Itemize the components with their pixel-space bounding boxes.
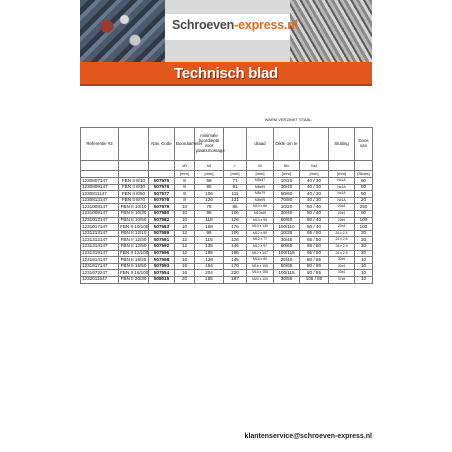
cell-fix-thickness: 50/65 bbox=[274, 263, 300, 270]
cell-washer: 30x4 bbox=[329, 263, 355, 270]
header-row-1-cell bbox=[300, 128, 329, 161]
cell-box-qty: 50 bbox=[355, 178, 373, 185]
cell-washer: Nx1A bbox=[329, 197, 355, 204]
header-row-3-cell: [mm] bbox=[224, 171, 247, 178]
cell-drill-depth: 204 bbox=[195, 270, 224, 277]
cell-thread: M8x99 bbox=[247, 197, 274, 204]
cell-drill-depth: 96 bbox=[195, 230, 224, 237]
table-row bbox=[81, 263, 373, 270]
header-row-3-cell: [mm] bbox=[175, 171, 195, 178]
cell-washer: 20x4 bbox=[329, 217, 355, 224]
cell-drill-diameter: 8 bbox=[175, 178, 195, 185]
cell-type: FBN II 10/30 bbox=[119, 210, 149, 217]
cell-washer: 30x4 bbox=[329, 257, 355, 264]
cell-art-number: 1231008147 bbox=[81, 210, 119, 217]
cell-type: FBN II 16/100 bbox=[120, 269, 149, 275]
header-row-1-cell: Sluiting bbox=[329, 128, 355, 161]
cell-washer: 24 x 2.5 bbox=[329, 237, 355, 244]
header-row-2-cell bbox=[355, 161, 373, 171]
cell-art-number: 1231672247 bbox=[81, 270, 119, 277]
cell-box-qty: 50 bbox=[355, 210, 373, 217]
cell-box-qty: 20 bbox=[355, 243, 373, 250]
cell-box-qty: 20 bbox=[355, 250, 373, 257]
cell-box-qty: 100 bbox=[355, 217, 373, 224]
header-row-1-cell bbox=[224, 128, 247, 161]
cell-type: FBN II 20/30 bbox=[119, 276, 149, 283]
cell-box-qty: 10 bbox=[355, 263, 373, 270]
cell-drill-depth: 154 bbox=[195, 263, 224, 270]
cell-nav-code: 507598 bbox=[149, 257, 175, 264]
cell-drill-diameter: 8 bbox=[175, 191, 195, 198]
cell-length: 220 bbox=[224, 270, 247, 277]
cell-type: FBN II 16/50 bbox=[119, 263, 149, 270]
table-row bbox=[81, 237, 373, 244]
cell-fix-thickness: 30/55 bbox=[274, 276, 300, 283]
cell-drill-diameter: 12 bbox=[175, 250, 195, 257]
cell-washer: 20x4 bbox=[329, 224, 355, 231]
cell-hef: 50 / 40 bbox=[300, 217, 329, 224]
cell-nav-code: 507554 bbox=[149, 270, 175, 277]
cell-washer: 30x4 bbox=[329, 270, 355, 277]
cell-length: 106 bbox=[224, 230, 247, 237]
cell-length: 126 bbox=[224, 217, 247, 224]
cell-nav-code: 507579 bbox=[149, 204, 175, 211]
brand-logo bbox=[172, 18, 298, 32]
cell-hef: 105 / 80 bbox=[300, 276, 329, 283]
cell-art-number: 1232011647 bbox=[81, 276, 119, 283]
cell-art-number: 1231614147 bbox=[81, 257, 119, 264]
cell-drill-depth: 76 bbox=[195, 204, 224, 211]
cell-nav-code: 507596 bbox=[149, 250, 175, 257]
cell-drill-depth: 68 bbox=[195, 178, 224, 185]
cell-hef: 40 / 30 bbox=[300, 178, 329, 185]
header-row-1-cell: Doos van bbox=[355, 128, 373, 161]
header-row-2-cell: tfix bbox=[274, 161, 300, 171]
cell-art-number: 1231319147 bbox=[81, 250, 119, 257]
table-row bbox=[81, 230, 373, 237]
table-row bbox=[81, 243, 373, 250]
cell-length: 145 bbox=[224, 257, 247, 264]
cell-drill-diameter: 16 bbox=[175, 270, 195, 277]
cell-nav-code: 507582 bbox=[149, 217, 175, 224]
cell-fix-thickness: 10/25 bbox=[274, 230, 300, 237]
title-bar bbox=[80, 62, 372, 86]
cell-type: FBN II 8/10 bbox=[119, 178, 149, 185]
cell-drill-depth: 168 bbox=[195, 224, 224, 231]
cell-thread: M10 x 95 bbox=[247, 217, 274, 224]
cell-thread: M8x37 bbox=[247, 178, 274, 185]
cell-drill-diameter: 8 bbox=[175, 184, 195, 191]
cell-hef: 80 / 65 bbox=[300, 270, 329, 277]
header-row-2 bbox=[81, 161, 373, 171]
header-row-1-cell: Dikte om te bbox=[274, 128, 300, 161]
cell-art-number: 1230807147 bbox=[81, 178, 119, 185]
cell-drill-depth: 106 bbox=[195, 191, 224, 198]
cell-nav-code: 508015 bbox=[149, 276, 175, 283]
cell-art-number: 1231314147 bbox=[81, 243, 119, 250]
table-head bbox=[81, 128, 373, 178]
cell-thread: M12 x 77 bbox=[247, 237, 274, 244]
page-title: Technisch blad bbox=[174, 65, 278, 82]
cell-fix-thickness: 25/40 bbox=[274, 257, 300, 264]
brand-accent: -express.nl bbox=[234, 18, 298, 32]
cell-nav-code: 507577 bbox=[149, 191, 175, 198]
cell-art-number: 1230809147 bbox=[81, 184, 119, 191]
cell-thread: M16 x 155 bbox=[247, 270, 274, 277]
cell-length: 106 bbox=[224, 210, 247, 217]
cell-fix-thickness: 10/20 bbox=[274, 204, 300, 211]
cell-thread: M10x65 bbox=[247, 210, 274, 217]
cell-length: 176 bbox=[224, 224, 247, 231]
cell-box-qty: 10 bbox=[355, 276, 373, 283]
cell-fix-thickness: 30/45 bbox=[274, 237, 300, 244]
cell-nav-code: 507576 bbox=[149, 184, 175, 191]
cell-hef: 40 / 30 bbox=[300, 197, 329, 204]
cell-hef: 65 / 50 bbox=[300, 243, 329, 250]
header-row-3-cell bbox=[119, 171, 149, 178]
cell-drill-depth: 128 bbox=[195, 257, 224, 264]
header-banner bbox=[80, 0, 372, 62]
header-row-2-cell bbox=[149, 161, 175, 171]
cell-hef: 65 / 50 bbox=[300, 250, 329, 257]
cell-type: FBN II 12/10 bbox=[119, 230, 149, 237]
cell-washer: 20x4 bbox=[329, 204, 355, 211]
cell-hef: 50 / 40 bbox=[300, 204, 329, 211]
cell-nav-code: 507578 bbox=[149, 197, 175, 204]
cell-length: 131 bbox=[224, 197, 247, 204]
cell-box-qty: 250 bbox=[355, 204, 373, 211]
cell-washer: 37x5 bbox=[329, 276, 355, 283]
cell-drill-diameter: 10 bbox=[175, 210, 195, 217]
header-row-3 bbox=[81, 171, 373, 178]
cell-hef: 80 / 65 bbox=[300, 263, 329, 270]
cell-nav-code: 507580 bbox=[149, 210, 175, 217]
cell-type: FBN II 8/50 bbox=[119, 191, 149, 198]
header-row-2-cell: l bbox=[224, 161, 247, 171]
cell-drill-diameter: 10 bbox=[175, 204, 195, 211]
header-row-3-cell: [mm] bbox=[300, 171, 329, 178]
cell-drill-depth: 135 bbox=[195, 243, 224, 250]
cell-length: 111 bbox=[224, 191, 247, 198]
table-row bbox=[81, 276, 373, 283]
cell-drill-diameter: 16 bbox=[175, 263, 195, 270]
cell-type: FBN II 12/30 bbox=[119, 237, 149, 244]
cell-box-qty: 10 bbox=[355, 270, 373, 277]
cell-washer: Nx1A bbox=[329, 191, 355, 198]
header-row-2-cell bbox=[329, 161, 355, 171]
cell-drill-diameter: 16 bbox=[175, 257, 195, 264]
cell-nav-code: 507575 bbox=[149, 178, 175, 185]
cell-fix-thickness: 30/40 bbox=[274, 210, 300, 217]
tools-photo bbox=[80, 0, 165, 62]
header-row-3-cell bbox=[81, 171, 119, 178]
cell-art-number: 1231012147 bbox=[81, 217, 119, 224]
table-row bbox=[81, 184, 373, 191]
table-row bbox=[81, 210, 373, 217]
cell-hef: 80 / 65 bbox=[300, 257, 329, 264]
cell-washer: 24 x 2.5 bbox=[329, 243, 355, 250]
header-row-1-cell: Nav. Code bbox=[149, 128, 175, 161]
header-row-2-cell: hef bbox=[300, 161, 329, 171]
cell-drill-diameter: 20 bbox=[175, 276, 195, 283]
cell-hef: 65 / 50 bbox=[300, 230, 329, 237]
cell-fix-thickness: 50/60 bbox=[274, 191, 300, 198]
table-row bbox=[81, 250, 373, 257]
cell-hef: 50 / 40 bbox=[300, 224, 329, 231]
cell-thread: M8x59 bbox=[247, 184, 274, 191]
material-subtitle: WARM VERZINKT STAAL bbox=[264, 117, 312, 122]
cell-thread: M8x79 bbox=[247, 191, 274, 198]
cell-hef: 50 / 40 bbox=[300, 210, 329, 217]
cell-washer: Nx1A bbox=[329, 184, 355, 191]
cell-fix-thickness: 100/110 bbox=[274, 224, 300, 231]
cell-box-qty: 50 bbox=[355, 184, 373, 191]
table-row bbox=[81, 224, 373, 231]
cell-fix-thickness: 50/60 bbox=[274, 217, 300, 224]
cell-nav-code: 507593 bbox=[149, 263, 175, 270]
cell-thread: M12 x 50 bbox=[247, 230, 274, 237]
cell-drill-depth: 98 bbox=[195, 210, 224, 217]
cell-drill-depth: 126 bbox=[195, 197, 224, 204]
cell-box-qty: 20 bbox=[355, 230, 373, 237]
cell-box-qty: 100 bbox=[355, 224, 373, 231]
cell-hef: 65 / 50 bbox=[300, 237, 329, 244]
table-row bbox=[81, 178, 373, 185]
cell-drill-depth: 115 bbox=[195, 237, 224, 244]
cell-type: FBN II 12/100 bbox=[120, 250, 149, 256]
header-row-3-cell: [mm] bbox=[274, 171, 300, 178]
cell-fix-thickness: 50/65 bbox=[274, 243, 300, 250]
cell-length: 126 bbox=[224, 237, 247, 244]
table-row bbox=[81, 204, 373, 211]
cell-thread: M12 x 97 bbox=[247, 243, 274, 250]
cell-length: 86 bbox=[224, 204, 247, 211]
header-row-3-cell: [mm] bbox=[329, 171, 355, 178]
cell-drill-diameter: 10 bbox=[175, 224, 195, 231]
cell-art-number: 1231008147 bbox=[81, 204, 119, 211]
cell-washer: 20x4 bbox=[329, 210, 355, 217]
brand-main: Schroeven bbox=[172, 18, 235, 32]
header-row-3-cell: [mm] bbox=[195, 171, 224, 178]
cell-nav-code: 507583 bbox=[149, 224, 175, 231]
cell-thread: M10 x 145 bbox=[247, 224, 274, 231]
cell-nav-code: 507589 bbox=[149, 230, 175, 237]
header-row-1-cell: minimale boordiepte voor plaatsmontage bbox=[195, 128, 224, 161]
header-row-2-cell: M bbox=[247, 161, 274, 171]
cell-type: FBN II 8/30 bbox=[119, 184, 149, 191]
cell-length: 187 bbox=[224, 276, 247, 283]
table-row bbox=[81, 217, 373, 224]
cell-fix-thickness: 10/20 bbox=[274, 178, 300, 185]
cell-fix-thickness: 100/115 bbox=[274, 270, 300, 277]
cell-length: 91 bbox=[224, 184, 247, 191]
cell-art-number: 1230811147 bbox=[81, 191, 119, 198]
cell-type: FBN II 12/50 bbox=[119, 243, 149, 250]
cell-box-qty: 50 bbox=[355, 191, 373, 198]
cell-art-number: 1231617147 bbox=[81, 263, 119, 270]
cell-box-qty: 20 bbox=[355, 237, 373, 244]
cell-art-number: 1230813147 bbox=[81, 197, 119, 204]
cell-drill-diameter: 12 bbox=[175, 243, 195, 250]
header-row-1-cell: draad bbox=[247, 128, 274, 161]
table-body bbox=[81, 178, 373, 284]
header-row-3-cell: [Stuks] bbox=[355, 171, 373, 178]
cell-thread: M16 x 80 bbox=[247, 257, 274, 264]
cell-drill-diameter: 10 bbox=[175, 217, 195, 224]
header-row-2-cell bbox=[119, 161, 149, 171]
cell-type: FBN II 10/10 bbox=[119, 204, 149, 211]
footer-email: klantenservice@schroeven-express.nl bbox=[244, 433, 372, 440]
cell-thread: M10 x 86 bbox=[247, 204, 274, 211]
cell-thread: M16 x 105 bbox=[247, 263, 274, 270]
cell-drill-depth: 165 bbox=[195, 276, 224, 283]
cell-box-qty: 20 bbox=[355, 197, 373, 204]
cell-length: 170 bbox=[224, 263, 247, 270]
cell-fix-thickness: 30/40 bbox=[274, 184, 300, 191]
cell-art-number: 1231213147 bbox=[81, 230, 119, 237]
table-row bbox=[81, 257, 373, 264]
header-row-1-cell: Referentie #2 bbox=[81, 128, 119, 161]
cell-drill-depth: 118 bbox=[195, 217, 224, 224]
cell-art-number: 1231017147 bbox=[81, 224, 119, 231]
cell-thread: M20 x 100 bbox=[247, 276, 274, 283]
cell-washer: Nx1A bbox=[329, 178, 355, 185]
table-row bbox=[81, 197, 373, 204]
cell-drill-depth: 86 bbox=[195, 184, 224, 191]
cell-type: FBN II 8/70 bbox=[119, 197, 149, 204]
cell-thread: M12 x 147 bbox=[247, 250, 274, 257]
cell-drill-depth: 185 bbox=[195, 250, 224, 257]
header-row-2-cell: d0 bbox=[175, 161, 195, 171]
cell-drill-diameter: 12 bbox=[175, 237, 195, 244]
header-row-1-cell bbox=[119, 128, 149, 161]
header-row-2-cell: h0 bbox=[195, 161, 224, 171]
cell-type: FBN II 16/25 bbox=[119, 257, 149, 264]
header-row-3-cell: [mm] bbox=[247, 171, 274, 178]
table-row bbox=[81, 270, 373, 277]
cell-art-number: 1231312147 bbox=[81, 237, 119, 244]
cell-drill-diameter: 8 bbox=[175, 197, 195, 204]
header-row-1-cell: Boordiameter bbox=[175, 128, 195, 161]
cell-fix-thickness: 100/115 bbox=[274, 250, 300, 257]
cell-hef: 40 / 30 bbox=[300, 191, 329, 198]
cell-washer: 24 x 2.5 bbox=[329, 250, 355, 257]
cell-nav-code: 507591 bbox=[149, 237, 175, 244]
table-row bbox=[81, 191, 373, 198]
cell-hef: 40 / 30 bbox=[300, 184, 329, 191]
header-row-2-cell bbox=[81, 161, 119, 171]
cell-length: 146 bbox=[224, 243, 247, 250]
cell-nav-code: 507592 bbox=[149, 243, 175, 250]
spec-table bbox=[80, 127, 373, 284]
cell-length: 196 bbox=[224, 250, 247, 257]
header-row-1 bbox=[81, 128, 373, 161]
technical-sheet-page bbox=[80, 0, 372, 452]
cell-washer: 24 x 2.5 bbox=[329, 230, 355, 237]
cell-box-qty: 10 bbox=[355, 257, 373, 264]
cell-fix-thickness: 70/80 bbox=[274, 197, 300, 204]
cell-type: FBN II 10/50 bbox=[119, 217, 149, 224]
screws-photo bbox=[290, 0, 372, 62]
cell-length: 71 bbox=[224, 178, 247, 185]
cell-drill-diameter: 12 bbox=[175, 230, 195, 237]
cell-type: FBN II 10/100 bbox=[120, 223, 149, 229]
header-row-3-cell bbox=[149, 171, 175, 178]
